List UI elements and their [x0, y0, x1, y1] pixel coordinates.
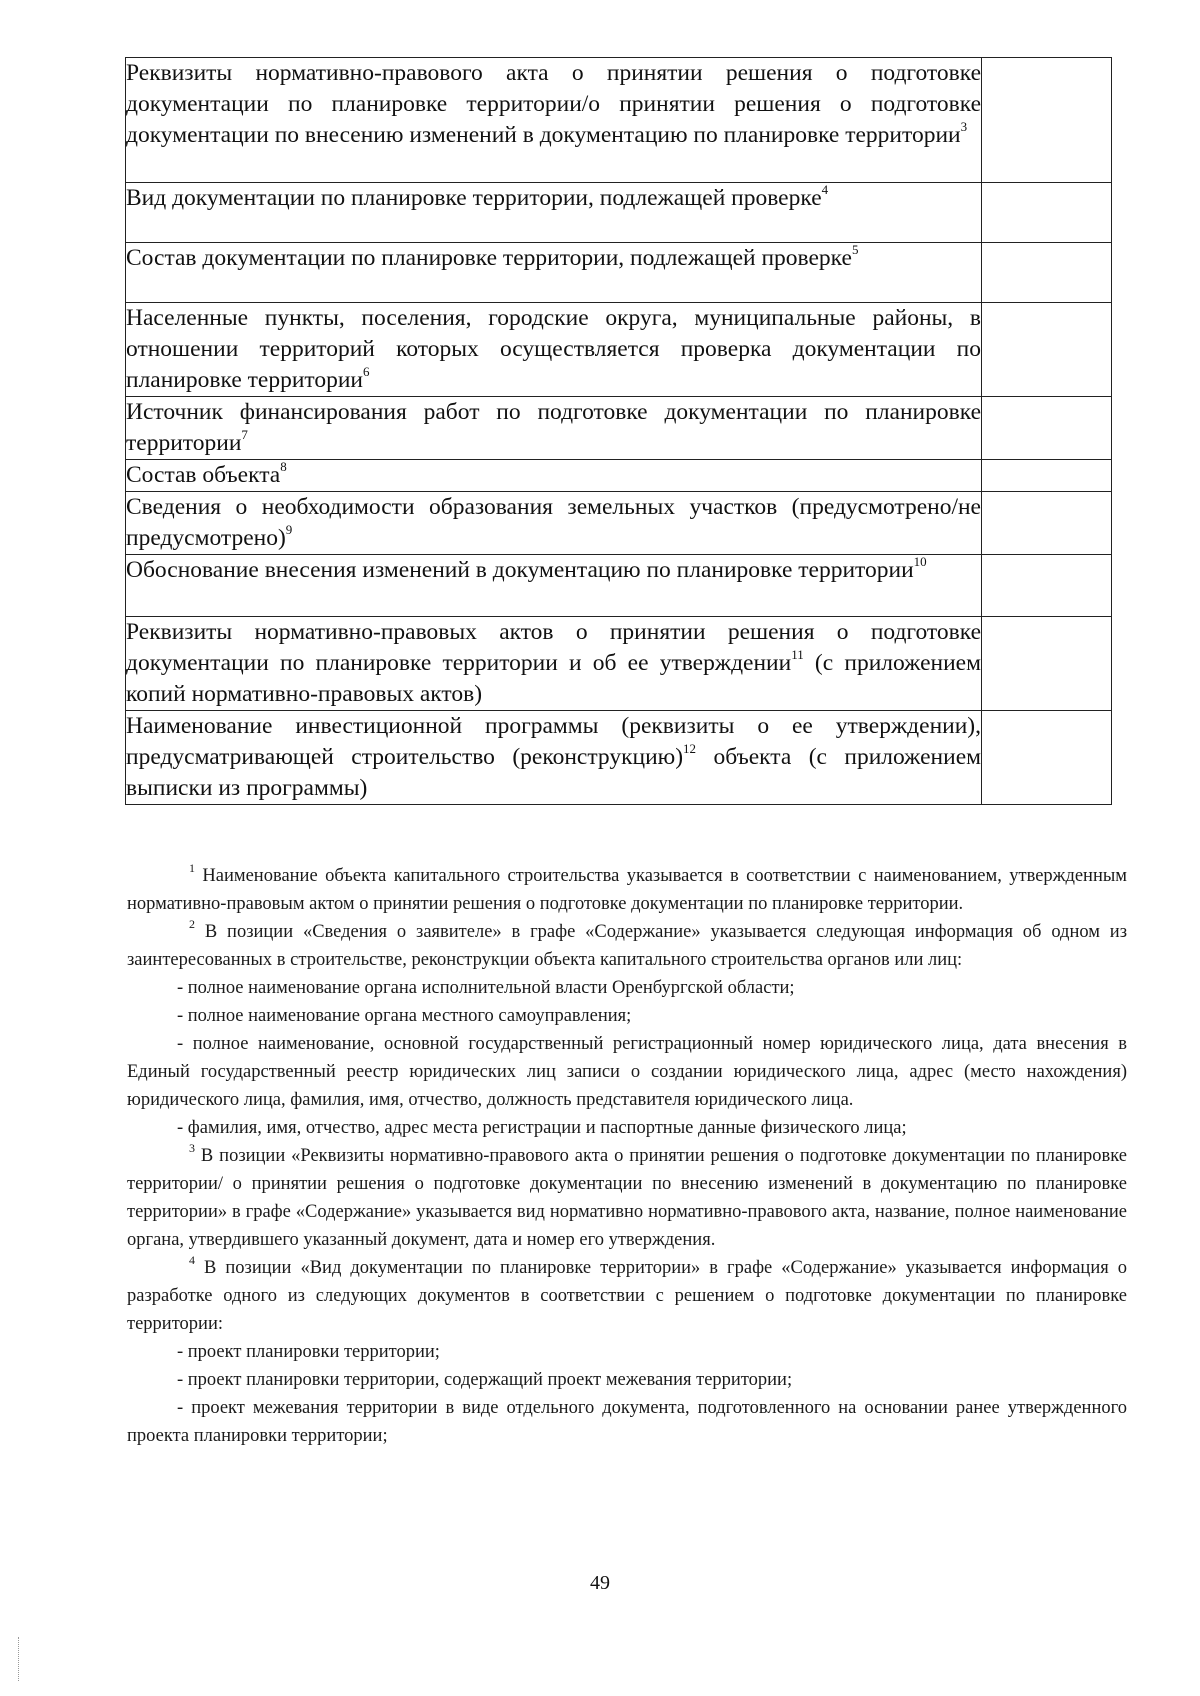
row-label: [126, 397, 982, 460]
row-label-text: Населенные пункты, поселения, городские округа, муниципальные районы, в отношении территорий которых осуществляется проверка документации по планировке территории: [126, 305, 981, 393]
row-label-text: Состав объекта: [126, 462, 281, 488]
row-label-text: Реквизиты нормативно-правовых актов о принятии решения о подготовке документации по планировке территории и об ее утверждении: [126, 619, 981, 676]
footnote-text: В позиции «Сведения о заявителе» в графе «Содержание» указывается следующая информация об одном из заинтересованных в строительстве, реконструкции объекта капитального строительства органов или лиц:: [127, 922, 1128, 970]
row-label-text: Сведения о необходимости образования земельных участков (предусмотрено/не предусмотрено): [126, 494, 981, 551]
footnote-number: 3: [189, 1140, 195, 1155]
row-label: [126, 492, 982, 555]
row-label-text: Вид документации по планировке территории, подлежащей проверке: [126, 185, 822, 211]
footnote-number: 1: [189, 860, 195, 875]
row-label: [126, 460, 982, 492]
footnote-marker: 9: [285, 522, 293, 538]
footnote: [127, 1142, 1127, 1254]
footnote-marker: 6: [363, 364, 370, 380]
table-row: [126, 58, 1112, 183]
row-label-text: Реквизиты нормативно-правового акта о принятии решения о подготовке документации по планировке территории/о принятии решения о подготовке документации по внесению изменений в документацию по планировке территории: [126, 60, 981, 148]
footnote-marker: 10: [913, 554, 927, 570]
row-value-cell: [982, 711, 1112, 805]
row-label: [126, 555, 982, 617]
table-row: [126, 397, 1112, 460]
page-number: 49: [590, 1572, 610, 1594]
footnote: [127, 918, 1127, 974]
table-row: [126, 492, 1112, 555]
footnote-marker: 4: [821, 182, 829, 198]
table-row: [126, 617, 1112, 711]
footnote-marker: 3: [960, 119, 968, 135]
footnote-list-item: - полное наименование, основной государственный регистрационный номер юридического лица, дата внесения в Единый государственный реестр юридических лиц записи о создании юридического лица, адрес (место нахождения) юридического лица, фамилия, имя, отчество, должность представителя юридического лица.: [127, 1034, 1127, 1110]
footnote: [127, 1254, 1127, 1338]
requisites-table: [125, 57, 1112, 805]
footnote-list-item: - фамилия, имя, отчество, адрес места регистрации и паспортные данные физического лица;: [177, 1118, 907, 1138]
row-label: [126, 711, 982, 805]
row-label-text: Наименование инвестиционной программы (реквизиты о ее утверждении), предусматривающей строительство (реконструкцию): [126, 713, 981, 770]
row-label: [126, 183, 982, 243]
row-value-cell: [982, 397, 1112, 460]
footnotes-section: [127, 862, 1127, 1450]
footnote-marker: 5: [851, 242, 859, 258]
footnote-list-item: - полное наименование органа исполнительной власти Оренбургской области;: [177, 978, 795, 998]
footnote-text: Наименование объекта капитального строительства указывается в соответствии с наименованием, утвержденным нормативно-правовым актом о принятии решения о подготовке документации по планировке территории.: [127, 866, 1127, 914]
row-label-suffix: (с приложением копий нормативно-правовых актов): [126, 650, 981, 707]
row-value-cell: [982, 555, 1112, 617]
footnote-list-item: - проект межевания территории в виде отдельного документа, подготовленного на основании ранее утвержденного проекта планировки территории;: [127, 1398, 1127, 1446]
row-value-cell: [982, 492, 1112, 555]
row-value-cell: [982, 243, 1112, 303]
row-label-text: Источник финансирования работ по подготовке документации по планировке территории: [126, 399, 981, 456]
row-value-cell: [982, 183, 1112, 243]
row-label: [126, 58, 982, 183]
table-row: [126, 183, 1112, 243]
row-value-cell: [982, 617, 1112, 711]
table-row: [126, 303, 1112, 397]
row-label-text: Состав документации по планировке территории, подлежащей проверке: [126, 245, 852, 271]
footnote-text: В позиции «Вид документации по планировке территории» в графе «Содержание» указывается информация о разработке одного из следующих документов в соответствии с решением о подготовке документации по планировке территории:: [127, 1258, 1127, 1334]
row-value-cell: [982, 460, 1112, 492]
footnote-marker: 7: [241, 427, 248, 443]
footnote-number: 4: [189, 1252, 195, 1267]
footnote-list-item: - полное наименование органа местного самоуправления;: [177, 1006, 632, 1026]
footnote-marker: 8: [280, 459, 287, 475]
table-row: [126, 243, 1112, 303]
footnote-list-item: - проект планировки территории, содержащий проект межевания территории;: [177, 1370, 793, 1390]
row-label: [126, 617, 982, 711]
footnote-number: 2: [189, 916, 195, 931]
table-row: [126, 555, 1112, 617]
row-label-suffix: объекта (с приложением выписки из программы): [126, 744, 981, 801]
footnote-marker: 11: [791, 647, 804, 663]
row-label-text: Обоснование внесения изменений в документацию по планировке территории: [126, 557, 914, 583]
table-row: [126, 460, 1112, 492]
row-value-cell: [982, 303, 1112, 397]
footnote: [127, 862, 1127, 918]
row-label: [126, 243, 982, 303]
footnote-marker: 12: [683, 741, 697, 757]
footnote-list-item: - проект планировки территории;: [177, 1342, 440, 1362]
row-value-cell: [982, 58, 1112, 183]
footnote-text: В позиции «Реквизиты нормативно-правового акта о принятии решения о подготовке документации по планировке территории/ о принятии решения о подготовке документации по внесению изменений в документацию по планировке территории» в графе «Содержание» указывается вид нормативно нормативно-правового акта, название, полное наименование органа, утвердившего указанный документ, дата и номер его утверждения.: [127, 1146, 1128, 1250]
table-row: [126, 711, 1112, 805]
margin-mark: [18, 1637, 21, 1681]
row-label: [126, 303, 982, 397]
